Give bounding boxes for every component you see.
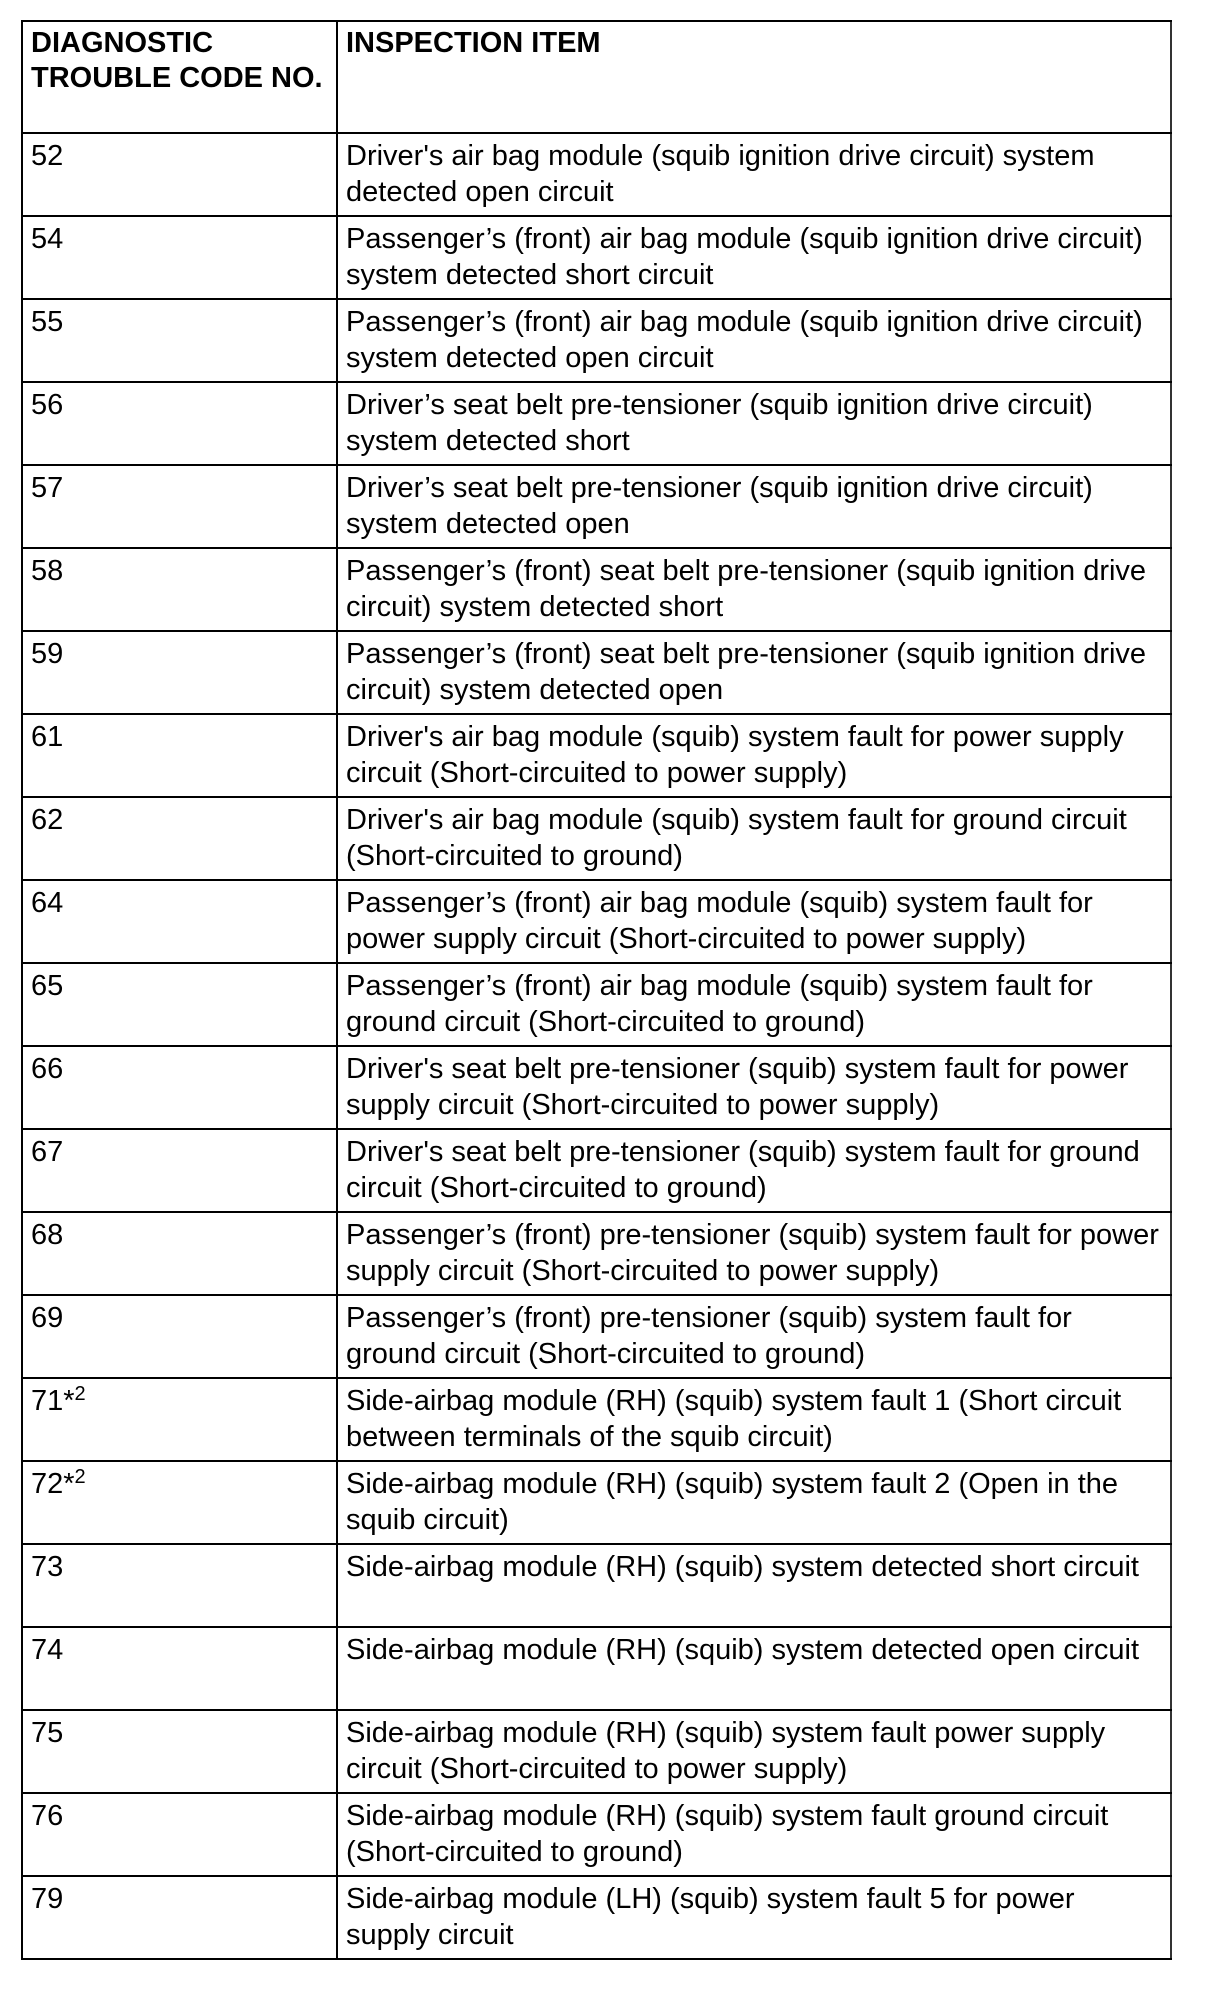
inspection-item-cell: Driver's seat belt pre-tensioner (squib) system fault for ground circuit (Short-circuited to ground) xyxy=(337,1129,1171,1212)
table-row xyxy=(22,216,1171,299)
dtc-code: 55 xyxy=(31,306,64,338)
dtc-code-superscript: 2 xyxy=(74,1466,86,1488)
dtc-code-cell xyxy=(22,714,337,797)
dtc-code-cell xyxy=(22,1295,337,1378)
table-row xyxy=(22,714,1171,797)
header-diagnostic-trouble-code: DIAGNOSTIC TROUBLE CODE NO. xyxy=(22,21,337,133)
table-row xyxy=(22,1876,1171,1959)
dtc-code-cell xyxy=(22,299,337,382)
dtc-code: 79 xyxy=(31,1883,64,1915)
dtc-code: 57 xyxy=(31,472,64,504)
dtc-code: 69 xyxy=(31,1302,64,1334)
dtc-code: 54 xyxy=(31,223,64,255)
dtc-code: 59 xyxy=(31,638,64,670)
dtc-code: 76 xyxy=(31,1800,64,1832)
inspection-item-cell: Passenger’s (front) seat belt pre-tensioner (squib ignition drive circuit) system detected short xyxy=(337,548,1171,631)
dtc-code-cell xyxy=(22,1793,337,1876)
table-body xyxy=(22,133,1171,1959)
table-row xyxy=(22,1461,1171,1544)
dtc-code-cell xyxy=(22,1876,337,1959)
dtc-code: 75 xyxy=(31,1717,64,1749)
dtc-code-cell xyxy=(22,1627,337,1710)
inspection-item-cell: Passenger’s (front) air bag module (squib ignition drive circuit) system detected short circuit xyxy=(337,216,1171,299)
inspection-item-cell: Passenger’s (front) pre-tensioner (squib) system fault for ground circuit (Short-circuited to ground) xyxy=(337,1295,1171,1378)
dtc-code: 65 xyxy=(31,970,64,1002)
inspection-item-cell: Driver's seat belt pre-tensioner (squib) system fault for power supply circuit (Short-circuited to power supply) xyxy=(337,1046,1171,1129)
dtc-code: 74 xyxy=(31,1634,64,1666)
dtc-code-cell xyxy=(22,1544,337,1627)
inspection-item-cell: Driver’s seat belt pre-tensioner (squib ignition drive circuit) system detected short xyxy=(337,382,1171,465)
table-row xyxy=(22,1710,1171,1793)
dtc-code-cell xyxy=(22,1710,337,1793)
dtc-code-cell xyxy=(22,631,337,714)
dtc-code-cell xyxy=(22,382,337,465)
inspection-item-cell: Side-airbag module (RH) (squib) system detected short circuit xyxy=(337,1544,1171,1627)
dtc-code-cell xyxy=(22,963,337,1046)
diagnostic-trouble-code-table xyxy=(21,20,1172,1960)
table-row xyxy=(22,548,1171,631)
table-row xyxy=(22,1627,1171,1710)
dtc-code-cell xyxy=(22,133,337,216)
table-header-row xyxy=(22,21,1171,133)
dtc-code: 61 xyxy=(31,721,64,753)
table-row xyxy=(22,299,1171,382)
dtc-code-cell xyxy=(22,216,337,299)
table-row xyxy=(22,1793,1171,1876)
table-row xyxy=(22,1378,1171,1461)
dtc-code: 62 xyxy=(31,804,64,836)
dtc-code-cell xyxy=(22,465,337,548)
inspection-item-cell: Side-airbag module (LH) (squib) system fault 5 for power supply circuit xyxy=(337,1876,1171,1959)
dtc-code: 68 xyxy=(31,1219,64,1251)
inspection-item-cell: Passenger’s (front) pre-tensioner (squib) system fault for power supply circuit (Short-circuited to power supply) xyxy=(337,1212,1171,1295)
inspection-item-cell: Side-airbag module (RH) (squib) system fault ground circuit (Short-circuited to ground) xyxy=(337,1793,1171,1876)
dtc-code: 66 xyxy=(31,1053,64,1085)
inspection-item-cell: Driver's air bag module (squib ignition drive circuit) system detected open circuit xyxy=(337,133,1171,216)
inspection-item-cell: Passenger’s (front) air bag module (squib ignition drive circuit) system detected open circuit xyxy=(337,299,1171,382)
dtc-code: 72* xyxy=(31,1468,75,1500)
dtc-code: 71* xyxy=(31,1385,75,1417)
dtc-code: 64 xyxy=(31,887,64,919)
table-row xyxy=(22,465,1171,548)
table-row xyxy=(22,797,1171,880)
table-row xyxy=(22,880,1171,963)
header-inspection-item: INSPECTION ITEM xyxy=(337,21,1171,133)
table-row xyxy=(22,133,1171,216)
table-row xyxy=(22,1544,1171,1627)
inspection-item-cell: Side-airbag module (RH) (squib) system fault 2 (Open in the squib circuit) xyxy=(337,1461,1171,1544)
dtc-code-cell xyxy=(22,1046,337,1129)
table-row xyxy=(22,1129,1171,1212)
dtc-code: 52 xyxy=(31,140,64,172)
dtc-code: 58 xyxy=(31,555,64,587)
dtc-code-cell xyxy=(22,1461,337,1544)
inspection-item-cell: Passenger’s (front) seat belt pre-tensioner (squib ignition drive circuit) system detected open xyxy=(337,631,1171,714)
dtc-code-superscript: 2 xyxy=(74,1383,86,1405)
dtc-code: 67 xyxy=(31,1136,64,1168)
dtc-code-cell xyxy=(22,548,337,631)
dtc-code-cell xyxy=(22,1212,337,1295)
inspection-item-cell: Driver's air bag module (squib) system fault for power supply circuit (Short-circuited to power supply) xyxy=(337,714,1171,797)
inspection-item-cell: Side-airbag module (RH) (squib) system fault 1 (Short circuit between terminals of the squib circuit) xyxy=(337,1378,1171,1461)
inspection-item-cell: Side-airbag module (RH) (squib) system detected open circuit xyxy=(337,1627,1171,1710)
dtc-code-cell xyxy=(22,797,337,880)
table-row xyxy=(22,1046,1171,1129)
dtc-code: 73 xyxy=(31,1551,64,1583)
inspection-item-cell: Side-airbag module (RH) (squib) system fault power supply circuit (Short-circuited to power supply) xyxy=(337,1710,1171,1793)
table-row xyxy=(22,1212,1171,1295)
inspection-item-cell: Driver’s seat belt pre-tensioner (squib ignition drive circuit) system detected open xyxy=(337,465,1171,548)
inspection-item-cell: Passenger’s (front) air bag module (squib) system fault for power supply circuit (Short-circuited to power supply) xyxy=(337,880,1171,963)
dtc-code-cell xyxy=(22,1378,337,1461)
dtc-code-cell xyxy=(22,1129,337,1212)
table-row xyxy=(22,1295,1171,1378)
table-row xyxy=(22,382,1171,465)
inspection-item-cell: Driver's air bag module (squib) system fault for ground circuit (Short-circuited to ground) xyxy=(337,797,1171,880)
dtc-code: 56 xyxy=(31,389,64,421)
dtc-code-cell xyxy=(22,880,337,963)
inspection-item-cell: Passenger’s (front) air bag module (squib) system fault for ground circuit (Short-circuited to ground) xyxy=(337,963,1171,1046)
table-row xyxy=(22,963,1171,1046)
table-row xyxy=(22,631,1171,714)
